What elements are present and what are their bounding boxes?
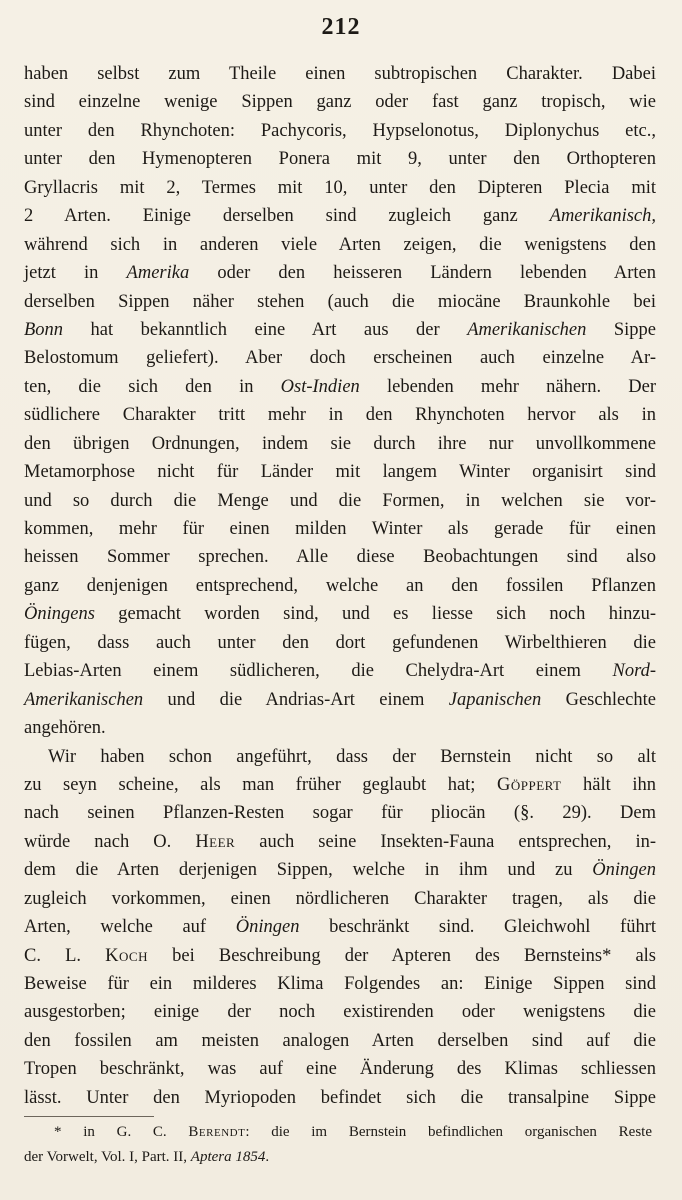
text-segment: Gryllacris mit 2, Termes mit 10, unter den Dipteren Plecia mit bbox=[24, 177, 656, 198]
body-line bbox=[24, 1084, 656, 1112]
body-line bbox=[24, 543, 656, 571]
author-name: Göppert bbox=[497, 774, 562, 795]
text-segment: den fossilen am meisten analogen Arten derselben sind auf die bbox=[24, 1030, 656, 1051]
text-segment: Arten, welche auf bbox=[24, 917, 236, 938]
text-segment: und die Andrias-Art einem bbox=[143, 689, 449, 710]
body-line bbox=[24, 487, 656, 515]
text-segment: zu seyn scheine, als man früher geglaubt hat; bbox=[24, 774, 497, 795]
body-line bbox=[24, 401, 656, 429]
text-segment: ganz denjenigen entsprechend, welche an den fossilen Pflanzen bbox=[24, 575, 656, 596]
text-segment: angehören. bbox=[24, 718, 106, 739]
body-line bbox=[24, 458, 656, 486]
italic-text: Öningens bbox=[24, 604, 95, 625]
footnote-line bbox=[24, 1120, 652, 1145]
body-line bbox=[24, 856, 656, 884]
text-segment: fügen, dass auch unter den dort gefundenen Wirbelthieren die bbox=[24, 632, 656, 653]
italic-text: Bonn bbox=[24, 319, 64, 340]
text-segment: : die im Bernstein befindlichen organischen Reste bbox=[245, 1124, 652, 1140]
italic-text: Aptera 1854 bbox=[190, 1149, 266, 1165]
body-line bbox=[24, 714, 656, 742]
text-segment: . bbox=[265, 1149, 270, 1165]
text-segment: und so durch die Menge und die Formen, in welchen sie vor- bbox=[24, 490, 656, 511]
italic-text: Öningen bbox=[592, 860, 656, 881]
text-segment: würde nach O. bbox=[24, 831, 196, 852]
body-line bbox=[24, 743, 656, 771]
italic-text: Amerikanischen bbox=[24, 689, 144, 710]
text-segment: auch seine Insekten-Fauna entsprechen, in- bbox=[235, 831, 657, 852]
text-segment: unter den Rhynchoten: Pachycoris, Hypselonotus, Diplonychus etc., bbox=[24, 120, 656, 141]
body-line bbox=[24, 174, 656, 202]
body-line bbox=[24, 1055, 656, 1083]
text-segment: den übrigen Ordnungen, indem sie durch ihre nur unvollkommene bbox=[24, 433, 656, 454]
body-line bbox=[24, 686, 656, 714]
text-segment: oder den heisseren Ländern lebenden Arten bbox=[189, 263, 656, 284]
author-name: Koch bbox=[105, 945, 148, 966]
text-segment: lässt. Unter den Myriopoden befindet sich die transalpine Sippe bbox=[24, 1087, 656, 1108]
text-segment: Geschlechte bbox=[541, 689, 656, 710]
body-line bbox=[24, 259, 656, 287]
body-line bbox=[24, 1027, 656, 1055]
italic-text: Nord- bbox=[612, 661, 656, 682]
text-segment: Belostomum geliefert). Aber doch erscheinen auch einzelne Ar- bbox=[24, 348, 656, 369]
body-line bbox=[24, 515, 656, 543]
body-line bbox=[24, 288, 656, 316]
text-segment: Beweise für ein milderes Klima Folgendes an: Einige Sippen sind bbox=[24, 974, 656, 994]
body-line bbox=[24, 373, 656, 401]
body-line bbox=[24, 316, 656, 344]
body-line bbox=[24, 629, 656, 657]
text-segment: bei Beschreibung der Apteren des Bernsteins* als bbox=[147, 945, 657, 966]
text-segment: Tropen beschränkt, was auf eine Änderung des Klimas schliessen bbox=[24, 1059, 656, 1080]
text-segment: heissen Sommer sprechen. Alle diese Beobachtungen sind also bbox=[24, 547, 656, 568]
footnote bbox=[24, 1120, 652, 1170]
text-segment: 2 Arten. Einige derselben sind zugleich ganz bbox=[24, 206, 550, 227]
body-line bbox=[24, 88, 656, 116]
text-segment: nach seinen Pflanzen-Resten sogar für pliocän (§. 29). Dem bbox=[24, 803, 656, 824]
text-segment: * in G. C. bbox=[54, 1124, 189, 1140]
body-line bbox=[24, 885, 656, 913]
text-segment: während sich in anderen viele Arten zeigen, die wenigstens den bbox=[24, 234, 656, 255]
italic-text: Amerikanisch, bbox=[549, 206, 656, 227]
body-line bbox=[24, 970, 656, 998]
author-name: Berendt bbox=[188, 1124, 246, 1140]
text-segment: hält ihn bbox=[561, 774, 656, 795]
italic-text: Ost-Indien bbox=[280, 376, 360, 397]
text-segment: Metamorphose nicht für Länder mit langem Winter organisirt sind bbox=[24, 462, 656, 483]
text-segment: kommen, mehr für einen milden Winter als gerade für einen bbox=[24, 519, 656, 539]
body-line bbox=[24, 828, 656, 856]
body-line bbox=[24, 998, 656, 1026]
text-segment: lebenden mehr nähern. Der bbox=[359, 376, 656, 397]
text-segment: gemacht worden sind, und es liesse sich noch hinzu- bbox=[94, 604, 656, 625]
body-line bbox=[24, 942, 656, 970]
text-segment: südlichere Charakter tritt mehr in den Rhynchoten hervor als in bbox=[24, 405, 656, 426]
body-line bbox=[24, 145, 656, 173]
text-segment: Wir haben schon angeführt, dass der Bernstein nicht so alt bbox=[48, 746, 656, 767]
body-line bbox=[24, 231, 656, 259]
text-segment: Lebias-Arten einem südlicheren, die Chelydra-Art einem bbox=[24, 661, 613, 682]
italic-text: Amerikanischen bbox=[467, 319, 587, 340]
body-line bbox=[24, 117, 656, 145]
body-line bbox=[24, 60, 656, 88]
text-segment: hat bekanntlich eine Art aus der bbox=[63, 319, 468, 340]
body-line bbox=[24, 600, 656, 628]
body-line bbox=[24, 202, 656, 230]
italic-text: Amerika bbox=[126, 263, 190, 284]
body-line bbox=[24, 799, 656, 827]
footnote-line bbox=[24, 1145, 652, 1170]
italic-text: Japanischen bbox=[448, 689, 542, 710]
text-segment: unter den Hymenopteren Ponera mit 9, unter den Orthopteren bbox=[24, 149, 656, 170]
body-line bbox=[24, 657, 656, 685]
text-segment: der Vorwelt, Vol. I, Part. II, bbox=[24, 1149, 191, 1165]
text-segment: derselben Sippen näher stehen (auch die miocäne Braunkohle bei bbox=[24, 291, 656, 312]
footnote-divider bbox=[24, 1116, 154, 1117]
text-segment: dem die Arten derjenigen Sippen, welche in ihm und zu bbox=[24, 860, 593, 881]
text-segment: Sippe bbox=[586, 319, 657, 340]
page-number: 212 bbox=[321, 14, 361, 40]
body-line bbox=[24, 344, 656, 372]
text-segment: haben selbst zum Theile einen subtropischen Charakter. Dabei bbox=[24, 64, 656, 84]
text-segment: jetzt in bbox=[24, 263, 127, 284]
text-segment: sind einzelne wenige Sippen ganz oder fast ganz tropisch, wie bbox=[24, 92, 656, 113]
text-segment: ausgestorben; einige der noch existirenden oder wenigstens die bbox=[24, 1002, 656, 1023]
text-segment: beschränkt sind. Gleichwohl führt bbox=[299, 917, 656, 938]
body-line bbox=[24, 913, 656, 941]
text-segment: C. L. bbox=[24, 945, 106, 966]
text-segment: zugleich vorkommen, einen nördlicheren Charakter tragen, als die bbox=[24, 888, 656, 909]
text-segment: ten, die sich den in bbox=[24, 376, 281, 397]
italic-text: Öningen bbox=[235, 917, 300, 938]
body-line bbox=[24, 430, 656, 458]
body-line bbox=[24, 572, 656, 600]
body-line bbox=[24, 771, 656, 799]
body-text bbox=[24, 60, 656, 1112]
author-name: Heer bbox=[195, 831, 236, 852]
